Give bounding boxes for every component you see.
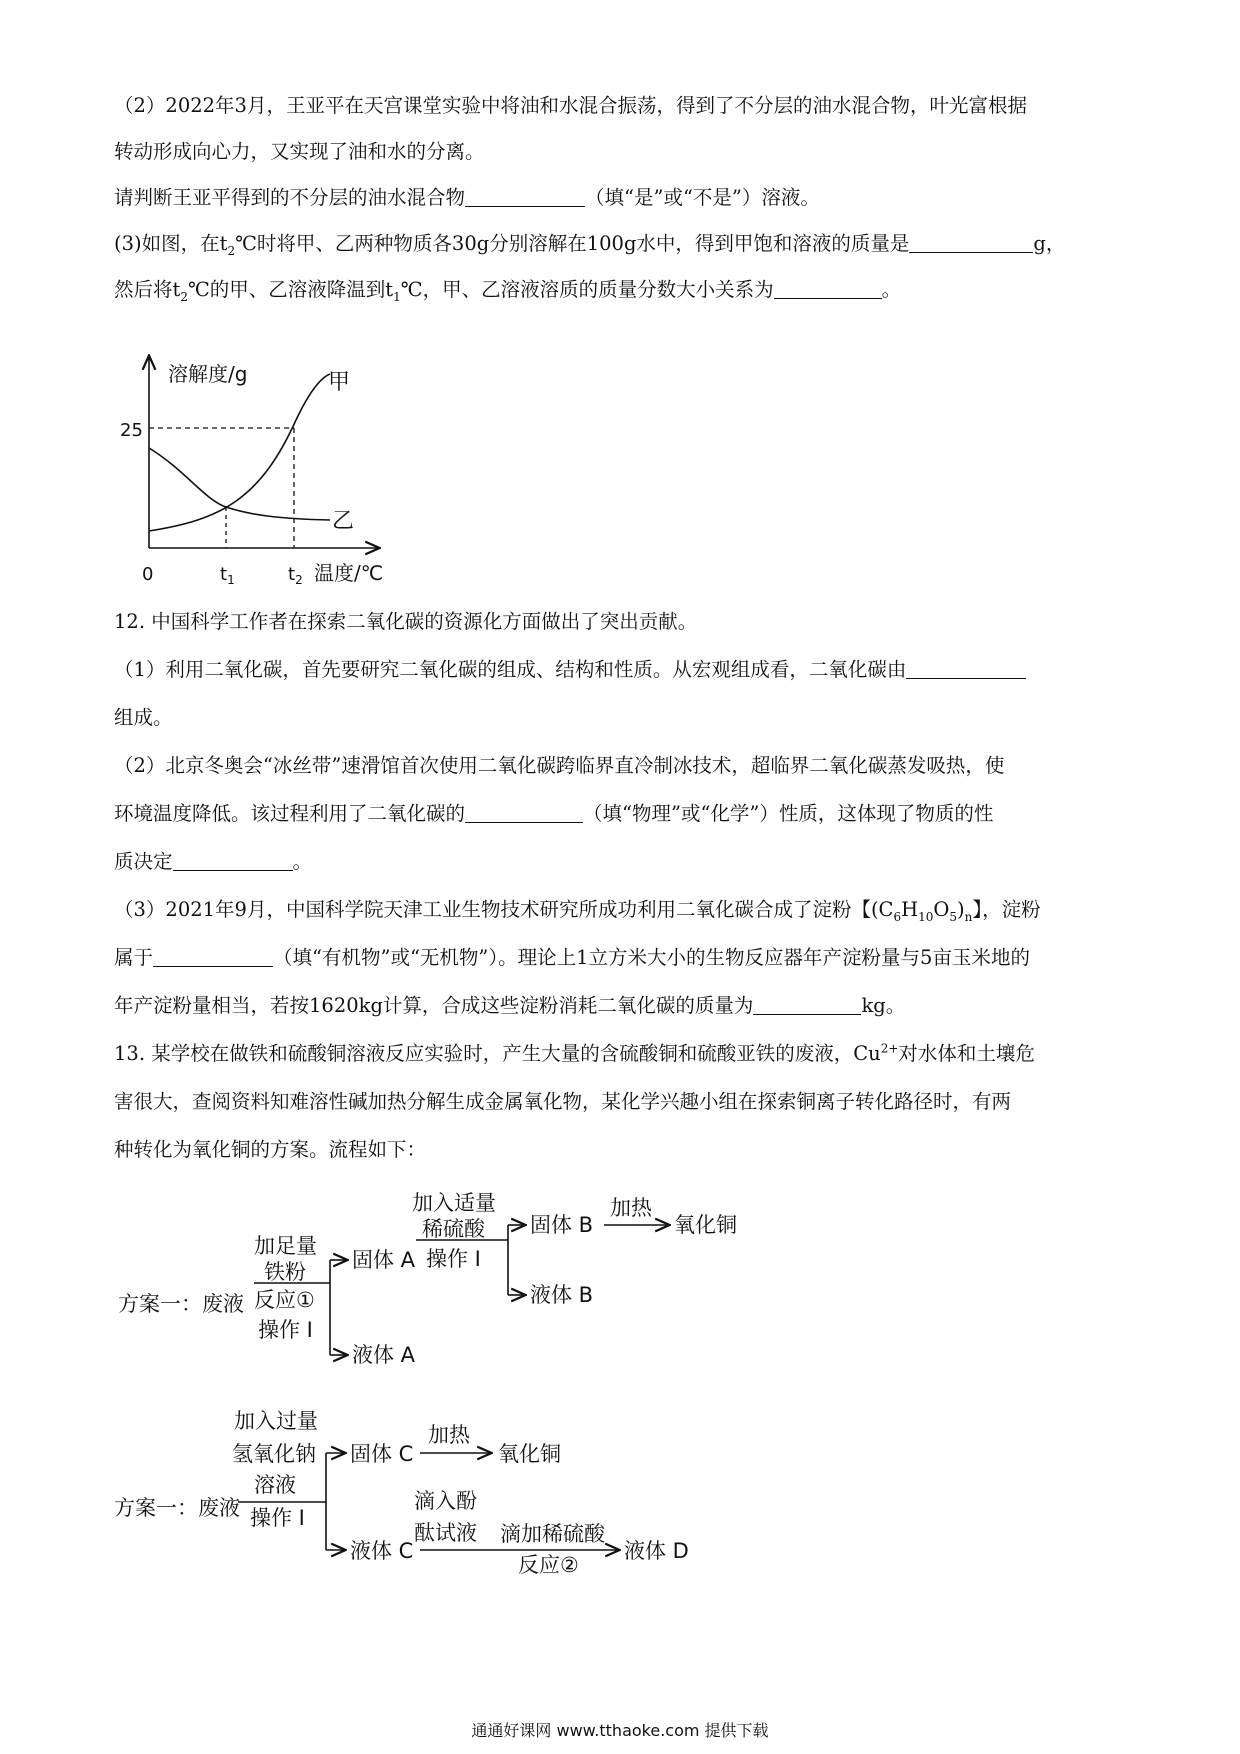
flow2-solid-c: 固体 C: [350, 1442, 414, 1466]
x-tick-t2: $t_2$: [288, 564, 303, 587]
q13-line2: 害很大，查阅资料知难溶性碱加热分解生成金属氧化物，某化学兴趣小组在探索铜离子转化路径时，有两: [114, 1090, 1012, 1113]
flow2-liquid-c: 液体 C: [350, 1539, 414, 1563]
series-yi-curve: [149, 448, 330, 520]
q12-p3-line2: 属于 （填“有机物”或“无机物”）。理论上1立方米大小的生物反应器年产淀粉量与5亩玉米地的: [114, 946, 1030, 969]
q11-p2-line1: （2）2022年3月，王亚平在天宫课堂实验中将油和水混合振荡，得到了不分层的油水混合物，叶光富根据: [114, 94, 1027, 117]
flow2-final: 液体 D: [624, 1539, 689, 1563]
page-footer: 通通好课网 www.tthaoke.com 提供下载: [471, 1721, 769, 1740]
series-jia-label: 甲: [328, 370, 351, 395]
flow1-scheme-label: 方案一：废液: [118, 1292, 244, 1316]
flow2-step2-below: 反应②: [518, 1553, 579, 1577]
q12-p1-line2: 组成。: [114, 706, 173, 729]
q12-p2-line3: 质决定 。: [114, 850, 313, 873]
flow1-solid-a: 固体 A: [352, 1248, 416, 1272]
q12-title: 12. 中国科学工作者在探索二氧化碳的资源化方面做出了突出贡献。: [114, 610, 698, 633]
q13-line3: 种转化为氧化铜的方案。流程如下：: [114, 1138, 427, 1161]
q11-p2-line2: 转动形成向心力，又实现了油和水的分离。: [114, 140, 485, 163]
flow2-heat: 加热: [428, 1423, 470, 1447]
flow2-above-2: 氢氧化钠: [232, 1442, 316, 1466]
flow2-step-above-1: 滴入酚: [414, 1489, 477, 1513]
q13-line1: 13. 某学校在做铁和硫酸铜溶液反应实验时，产生大量的含硫酸铜和硫酸亚铁的废液，$Cu^{2+}$对水体和土壤危: [114, 1041, 1035, 1065]
answer-blank[interactable]: [906, 658, 1026, 679]
series-jia-curve: [149, 374, 330, 531]
q12-p2-line1: （2）北京冬奥会“冰丝带”速滑馆首次使用二氧化碳跨临界直冷制冰技术，超临界二氧化碳蒸发吸热，使: [114, 754, 1005, 777]
q12-p3-line3: 年产淀粉量相当，若按1620kg计算，合成这些淀粉消耗二氧化碳的质量为 kg。: [114, 994, 906, 1017]
solubility-chart: [0, 0, 1240, 620]
flow1-above-2: 铁粉: [264, 1260, 306, 1284]
flow1-below-2: 操作 I: [258, 1318, 313, 1342]
x-axis-label: 温度/℃: [314, 561, 384, 585]
answer-blank[interactable]: [153, 946, 273, 967]
flow-diagram-scheme-1: [0, 1180, 1240, 1380]
y-axis-label: 溶解度/g: [168, 362, 248, 386]
flow2-below: 操作 I: [250, 1506, 305, 1530]
flow1-solid-b: 固体 B: [530, 1213, 594, 1237]
q11-p3-line1: (3)如图，在$t_2℃$时将甲、乙两种物质各30g分别溶解在100g水中，得到甲饱和溶液的质量是 g，: [114, 232, 1066, 258]
flow2-step2-above: 滴加稀硫酸: [500, 1522, 605, 1546]
flow1-above-1: 加足量: [254, 1234, 317, 1258]
flow1-below-1: 反应①: [254, 1288, 315, 1312]
answer-blank[interactable]: [753, 994, 861, 1015]
flow2-scheme-label: 方案一：废液: [114, 1496, 240, 1520]
flow2-product: 氧化铜: [498, 1442, 561, 1466]
q12-p3-line1: （3）2021年9月，中国科学院天津工业生物技术研究所成功利用二氧化碳合成了淀粉【$(C_6H_{10}O_5)_n$】，淀粉: [114, 898, 1041, 924]
x-tick-t1: $t_1$: [220, 564, 235, 587]
origin-label: 0: [142, 564, 154, 585]
flow-diagram-scheme-2: [0, 1400, 1240, 1600]
flow1-step2-above-2: 稀硫酸: [422, 1217, 485, 1241]
q12-p2-line2: 环境温度降低。该过程利用了二氧化碳的 （填“物理”或“化学”）性质，这体现了物质的性: [114, 802, 994, 825]
answer-blank[interactable]: [465, 802, 583, 823]
flow1-liquid-b: 液体 B: [530, 1283, 594, 1307]
flow1-liquid-a: 液体 A: [352, 1343, 416, 1367]
answer-blank[interactable]: [173, 850, 293, 871]
flow1-heat: 加热: [610, 1196, 652, 1220]
q11-p3-line2: 然后将$t_2℃$的甲、乙溶液降温到$t_1℃$，甲、乙溶液溶质的质量分数大小关系为 。: [114, 278, 902, 304]
flow2-above-1: 加入过量: [234, 1409, 318, 1433]
flow2-above-3: 溶液: [254, 1473, 296, 1497]
y-tick-25: 25: [120, 420, 143, 441]
q12-p1-line1: （1）利用二氧化碳，首先要研究二氧化碳的组成、结构和性质。从宏观组成看，二氧化碳由: [114, 656, 1134, 684]
flow1-step2-above-1: 加入适量: [412, 1191, 496, 1215]
flow2-step-above-2: 酞试液: [414, 1521, 477, 1545]
flow1-product: 氧化铜: [674, 1213, 737, 1237]
flow1-step2-below: 操作 I: [426, 1247, 481, 1271]
q11-p2-line3: 请判断王亚平得到的不分层的油水混合物 （填“是”或“不是”）溶液。: [114, 186, 820, 209]
series-yi-label: 乙: [332, 509, 355, 534]
